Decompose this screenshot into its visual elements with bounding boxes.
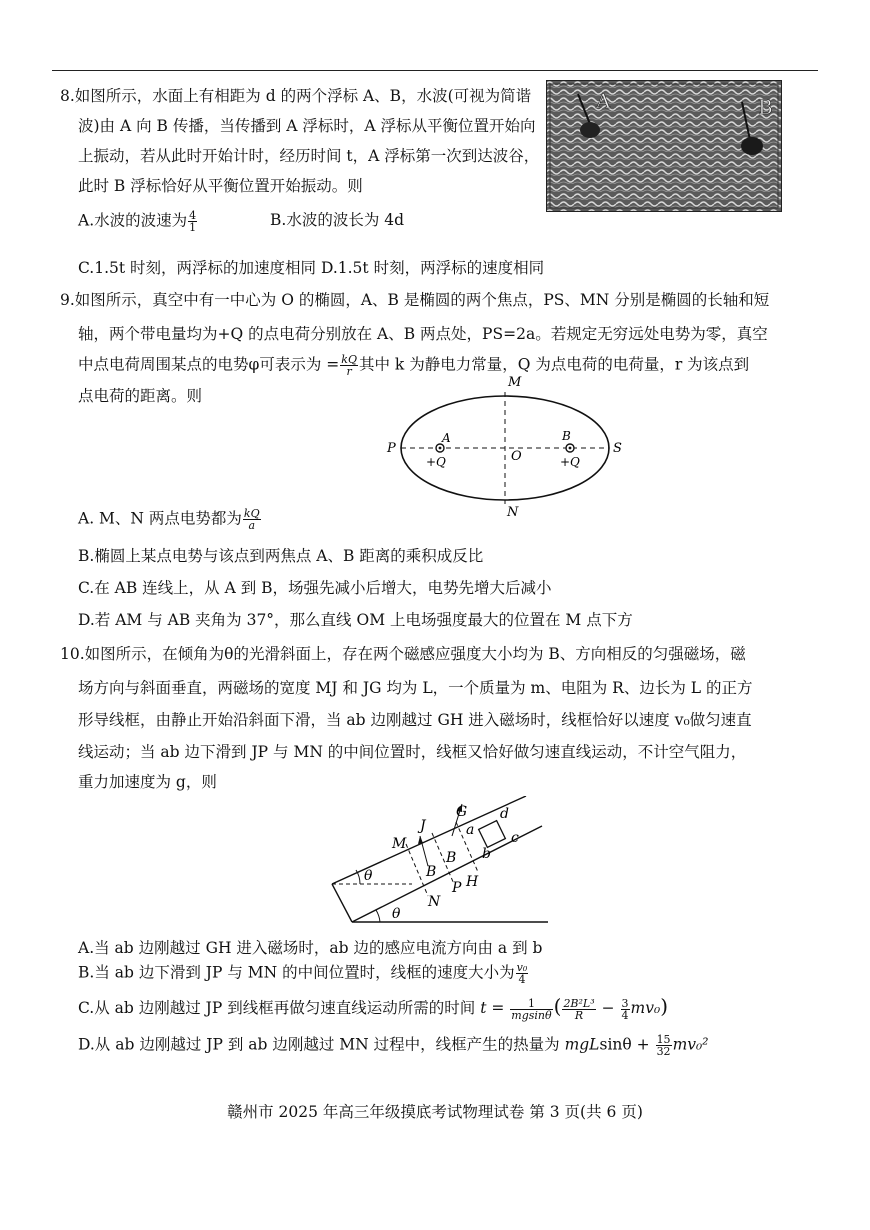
q9-option-a [78, 508, 262, 531]
fig-label-m: M [392, 836, 407, 852]
buoy-b [741, 137, 763, 155]
q10-option-d-tail: mv₀² [672, 1035, 709, 1054]
fig-label-b-2: B [446, 850, 457, 866]
q10-option-b-num: v₀ [516, 961, 528, 974]
q10-line-2: 场方向与斜面垂直，两磁场的宽度 MJ 和 JG 均为 L，一个质量为 m、电阻为 R、边长为 L 的正方 [78, 679, 753, 697]
q10-option-d-text: D.从 ab 边刚越过 JP 到 ab 边刚越过 MN 过程中，线框产生的热量为 [78, 1035, 560, 1054]
q9-option-a-den: a [248, 519, 256, 532]
q8-option-a-num: 4 [189, 209, 197, 222]
q10-option-c-fraction-2 [562, 998, 595, 1021]
q8-line-1: 8.如图所示，水面上有相距为 d 的两个浮标 A、B，水波(可视为简谐 [60, 87, 532, 105]
q10-option-c-minus: − [601, 999, 615, 1017]
q10-option-c-num-1: 1 [510, 998, 552, 1010]
q10-line-4: 线运动；当 ab 边下滑到 JP 与 MN 的中间位置时，线框又恰好做匀速直线运动，不计空气阻力， [78, 743, 747, 761]
photo-label-a: A [596, 89, 611, 113]
q9-option-c: C.在 AB 连线上，从 A 到 B，场强先减小后增大，电势先增大后减小 [78, 579, 552, 597]
fig-label-theta-1: θ [364, 868, 373, 884]
q9-option-b: B.椭圆上某点电势与该点到两焦点 A、B 距离的乘积成反比 [78, 547, 484, 565]
fig-label-c: c [511, 830, 519, 846]
q10-option-b-text: B.当 ab 边下滑到 JP 与 MN 的中间位置时，线框的速度大小为 [78, 963, 515, 982]
q8-option-a-text: A.水波的波速为 [78, 211, 188, 230]
q10-option-d-math-1: mgL [564, 1035, 600, 1054]
q10-option-b [78, 962, 529, 985]
field-arrow-1-head [418, 836, 423, 844]
label-charge-a: +Q [426, 455, 446, 469]
q10-line-1: 10.如图所示，在倾角为θ的光滑斜面上，存在两个磁感应强度大小均为 B、方向相反的匀强磁场，磁 [60, 645, 746, 663]
fig-label-n: N [428, 894, 441, 910]
label-m: M [508, 375, 522, 390]
q8-line-3: 上振动，若从此时开始计时，经历时间 t，A 浮标第一次到达波谷， [78, 147, 540, 165]
q9-option-d: D.若 AM 与 AB 夹角为 37°，那么直线 OM 上电场强度最大的位置在 M 点下方 [78, 611, 633, 629]
q8-option-a-fraction [188, 210, 197, 233]
q10-option-c-rparen: ) [660, 994, 669, 1018]
q9-line-3-post: 其中 k 为静电力常量，Q 为点电荷的电荷量，r 为该点到 [358, 355, 750, 374]
charge-a-center [439, 447, 442, 450]
q10-option-d-num: 15 [656, 1033, 671, 1046]
q10-line-5: 重力加速度为 g，则 [78, 773, 217, 791]
q10-line-3: 形导线框，由静止开始沿斜面下滑，当 ab 边刚越过 GH 进入磁场时，线框恰好以速度 v₀做匀速直 [78, 711, 752, 729]
q10-option-d [78, 1034, 708, 1057]
q10-option-d-den: 32 [656, 1045, 671, 1058]
q10-option-a: A.当 ab 边刚越过 GH 进入磁场时，ab 边的感应电流方向由 a 到 b [78, 939, 543, 957]
label-s: S [613, 441, 622, 456]
buoy-photo [546, 80, 782, 212]
q8-option-a [78, 210, 198, 233]
q8-option-b: B.水波的波长为 4d [270, 211, 405, 229]
fig-label-a: a [466, 822, 475, 838]
label-p: P [387, 441, 396, 456]
fig-label-g: G [456, 804, 468, 820]
header-rule [52, 70, 818, 71]
q10-option-d-fraction [656, 1034, 672, 1057]
label-charge-b: +Q [560, 455, 580, 469]
page-footer: 赣州市 2025 年高三年级摸底考试物理试卷 第 3 页(共 6 页) [227, 1103, 643, 1121]
q9-line-1: 9.如图所示，真空中有一中心为 O 的椭圆，A、B 是椭圆的两个焦点，PS、MN 分别是椭圆的长轴和短 [60, 291, 770, 309]
q8-option-a-den: 1 [189, 221, 197, 234]
fig-label-b-corner: b [482, 846, 491, 862]
q9-line-4: 点电荷的距离。则 [78, 387, 203, 405]
incline-bottom-edge [332, 884, 352, 922]
q9-line-2: 轴，两个带电量均为+Q 的点电荷分别放在 A、B 两点处，PS=2a。若规定无穷远处电势为零，真空 [78, 325, 768, 343]
q9-potential-fraction [340, 354, 358, 377]
q9-option-a-text: A. M、N 两点电势都为 [78, 509, 242, 528]
fig-label-p: P [452, 880, 462, 896]
label-o: O [511, 449, 522, 464]
fig-label-d: d [500, 806, 509, 822]
q10-option-c-text: C.从 ab 边刚越过 JP 到线框再做匀速直线运动所需的时间 [78, 999, 476, 1017]
q10-option-c-fraction-1 [510, 998, 552, 1021]
q10-option-c-den-3: 4 [621, 1008, 629, 1022]
charge-b-center [569, 447, 572, 450]
q9-potential-den: r [346, 365, 352, 378]
photo-label-b: B [758, 95, 773, 119]
q10-option-b-den: 4 [518, 973, 526, 986]
q10-option-c-fraction-3 [621, 998, 630, 1021]
q9-option-a-num: kQ [243, 507, 260, 520]
fig-label-h: H [466, 874, 479, 890]
label-b: B [562, 429, 571, 443]
incline-figure [320, 796, 550, 926]
ellipse-figure [380, 370, 630, 520]
q10-option-b-fraction [516, 962, 529, 985]
buoy-a [580, 122, 600, 138]
angle-arc-2 [376, 910, 380, 922]
fig-label-theta-2: θ [392, 906, 401, 922]
q10-option-c-den-2: R [574, 1008, 584, 1022]
q10-option-c [78, 996, 668, 1021]
q10-option-c-lparen: ( [553, 994, 562, 1018]
q9-option-a-fraction [243, 508, 261, 531]
q9-potential-num: kQ [341, 353, 357, 366]
square-loop [479, 821, 506, 848]
q10-option-c-num-3: 3 [621, 996, 629, 1010]
q8-line-2: 波)由 A 向 B 传播，当传播到 A 浮标时，A 浮标从平衡位置开始向 [78, 117, 536, 135]
q10-option-c-num-2: 2B²L³ [563, 996, 595, 1010]
fig-label-j: J [420, 818, 426, 834]
q8-options-cd: C.1.5t 时刻，两浮标的加速度相同 D.1.5t 时刻，两浮标的速度相同 [78, 259, 545, 277]
label-a: A [442, 431, 451, 445]
q10-option-c-den-1: mgsinθ [511, 1008, 552, 1022]
q9-line-3-pre: 中点电荷周围某点的电势φ可表示为 = [78, 355, 340, 374]
q10-option-c-t: t = [480, 999, 505, 1017]
q10-option-d-math-2: sinθ + [599, 1035, 650, 1054]
fig-label-b-1: B [426, 864, 437, 880]
q8-line-4: 此时 B 浮标恰好从平衡位置开始振动。则 [78, 177, 363, 195]
label-n: N [507, 505, 519, 520]
q10-option-c-tail: mv₀ [630, 999, 661, 1017]
